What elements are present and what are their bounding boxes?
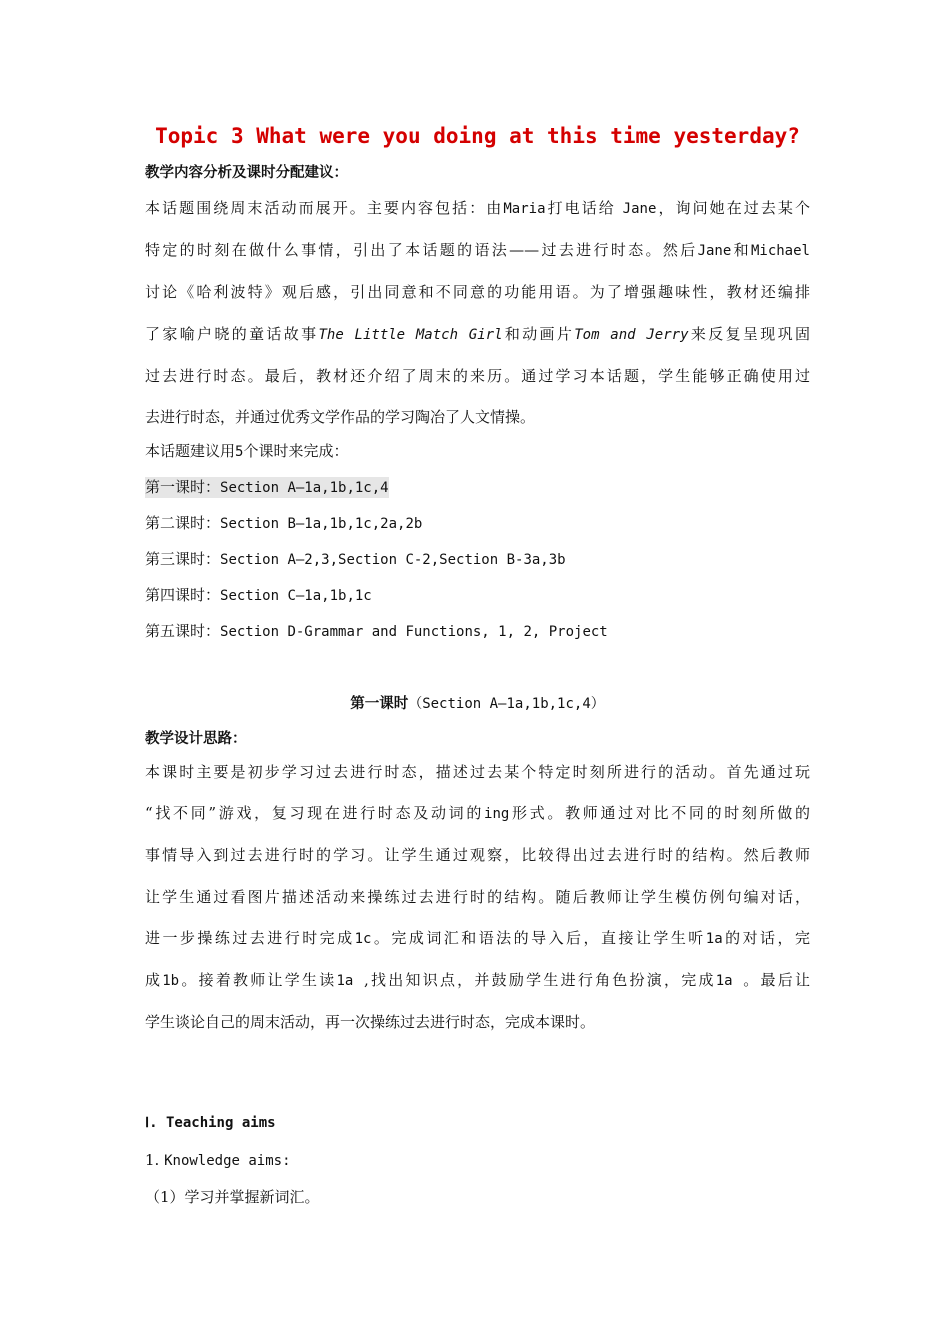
design-heading: 教学设计思路： [145, 731, 247, 747]
lesson-3-line: 第三课时：Section A—2,3,Section C-2,Section B-3a,3b [145, 550, 566, 568]
intro-line-5: 过去进行时态。最后，教材还介绍了周末的来历。通过学习本话题，学生能够正确使用过 [145, 366, 810, 385]
page-title: Topic 3 What were you doing at this time yesterday? [155, 124, 800, 148]
lesson-4-line: 第四课时：Section C—1a,1b,1c [145, 586, 372, 604]
lesson-1-line: 第一课时：Section A—1a,1b,1c,4 [145, 478, 389, 496]
section-teaching-aims: Ⅰ. Teaching aims [145, 1115, 276, 1131]
design-paragraph [145, 752, 810, 1043]
intro-line-6: 去进行时态，并通过优秀文学作品的学习陶冶了人文情操。 [145, 408, 536, 427]
design-line-6: 成1b。接着教师让学生读1a ,找出知识点，并鼓励学生进行角色扮演，完成1a 。最后让 [145, 971, 810, 990]
design-line-1: 本课时主要是初步学习过去进行时态，描述过去某个特定时刻所进行的活动。首先通过玩 [145, 763, 810, 781]
design-line-3: 事情导入到过去进行时的学习。让学生通过观察，比较得出过去进行时的结构。然后教师 [145, 846, 810, 865]
lesson-2-line: 第二课时：Section B—1a,1b,1c,2a,2b [145, 514, 423, 532]
intro-line-1: 本话题围绕周末活动而展开。主要内容包括：由Maria打电话给 Jane，询问她在过去某个 [145, 199, 810, 217]
analysis-heading: 教学内容分析及课时分配建议： [145, 165, 348, 181]
intro-line-2: 特定的时刻在做什么事情，引出了本话题的语法——过去进行时态。然后Jane和Michael [145, 241, 810, 260]
lesson-1-heading: 第一课时（Section A—1a,1b,1c,4） [350, 696, 605, 712]
design-line-7: 学生谈论自己的周末活动，再一次操练过去进行时态，完成本课时。 [145, 1013, 596, 1032]
intro-paragraph [145, 188, 810, 438]
design-line-4: 让学生通过看图片描述活动来操练过去进行时的结构。随后教师让学生模仿例句编对话， [145, 887, 810, 906]
intro-line-4: 了家喻户晓的童话故事The Little Match Girl和动画片Tom and Jerry来反复呈现巩固 [145, 324, 810, 343]
item-1: （1）学习并掌握新词汇。 [145, 1188, 320, 1206]
suggest-line: 本话题建议用5个课时来完成： [145, 442, 349, 460]
knowledge-aims: 1. Knowledge aims: [145, 1151, 291, 1169]
design-line-2: “找不同”游戏，复习现在进行时态及动词的ing形式。教师通过对比不同的时刻所做的 [145, 804, 810, 823]
intro-line-3: 讨论《哈利波特》观后感，引出同意和不同意的功能用语。为了增强趣味性，教材还编排 [145, 283, 810, 302]
lesson-5-line: 第五课时：Section D-Grammar and Functions, 1, 2, Project [145, 622, 608, 640]
design-line-5: 进一步操练过去进行时完成1c。完成词汇和语法的导入后，直接让学生听1a的对话，完 [145, 928, 810, 947]
